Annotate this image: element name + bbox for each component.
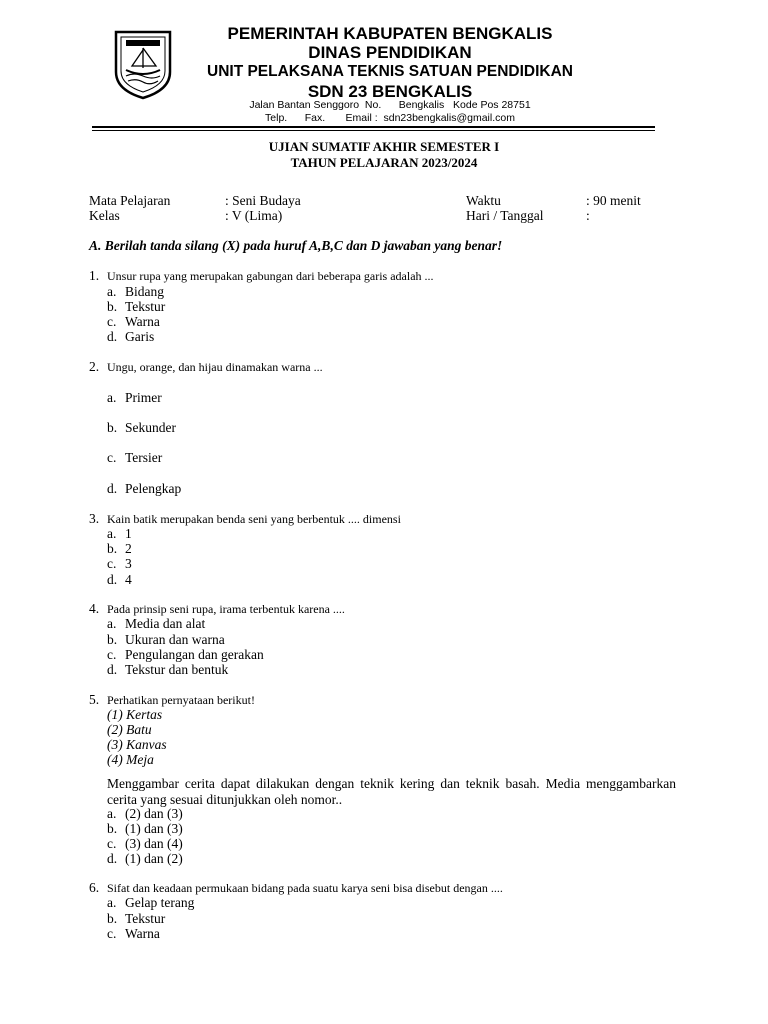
answer-option (107, 299, 165, 315)
subject-value: : Seni Budaya (225, 193, 301, 208)
time-value: : 90 menit (586, 193, 641, 208)
option-letter: c. (107, 647, 117, 662)
answer-option (107, 926, 160, 942)
question-text: Unsur rupa yang merupakan gabungan dari beberapa garis adalah ... (107, 269, 434, 283)
option-letter: a. (107, 390, 117, 405)
day-label: Hari / Tanggal (466, 208, 544, 223)
option-text: Tekstur dan bentuk (125, 662, 229, 677)
exam-title: UJIAN SUMATIF AKHIR SEMESTER I (268, 139, 500, 154)
answer-option (107, 314, 160, 330)
answer-option (107, 806, 183, 822)
option-text: Pelengkap (125, 481, 182, 496)
question-number: 6. (89, 880, 100, 895)
option-text: (3) dan (4) (125, 836, 183, 851)
header-government: PEMERINTAH KABUPATEN BENGKALIS (227, 24, 553, 43)
option-text: 2 (125, 541, 132, 556)
answer-option (107, 616, 205, 632)
question-number: 3. (89, 511, 100, 526)
header-unit: UNIT PELAKSANA TEKNIS SATUAN PENDIDIKAN (207, 63, 573, 80)
option-letter: d. (107, 329, 118, 344)
option-text: Gelap terang (125, 895, 195, 910)
option-text: (2) dan (3) (125, 806, 183, 821)
option-letter: b. (107, 632, 118, 647)
answer-option (107, 329, 154, 345)
regency-logo (112, 28, 174, 100)
answer-option (107, 481, 181, 497)
option-letter: a. (107, 806, 117, 821)
answer-option (107, 895, 194, 911)
answer-option (107, 572, 132, 588)
option-text: Garis (125, 329, 155, 344)
question-text: Perhatikan pernyataan berikut! (107, 693, 255, 707)
option-text: Media dan alat (125, 616, 206, 631)
question-text: Pada prinsip seni rupa, irama terbentuk karena .... (107, 602, 345, 616)
statement-item: (1) Kertas (107, 707, 163, 722)
option-letter: c. (107, 314, 117, 329)
option-text: Sekunder (125, 420, 176, 435)
answer-option (107, 284, 164, 300)
answer-option (107, 450, 162, 466)
option-text: Tekstur (125, 911, 166, 926)
option-letter: b. (107, 541, 118, 556)
option-letter: d. (107, 851, 118, 866)
header-divider-thick (92, 126, 655, 128)
option-text: Pengulangan dan gerakan (125, 647, 264, 662)
option-text: Ukuran dan warna (125, 632, 225, 647)
option-letter: a. (107, 616, 117, 631)
option-letter: b. (107, 821, 118, 836)
question-text: Ungu, orange, dan hijau dinamakan warna ... (107, 360, 323, 374)
option-letter: d. (107, 662, 118, 677)
class-value: : V (Lima) (225, 208, 283, 223)
answer-option (107, 821, 183, 837)
answer-option (107, 541, 132, 557)
question-text: Kain batik merupakan benda seni yang berbentuk .... dimensi (107, 512, 401, 526)
option-text: Primer (125, 390, 162, 405)
answer-option (107, 836, 183, 852)
option-text: Tersier (125, 450, 163, 465)
answer-option (107, 851, 183, 867)
question-number: 4. (89, 601, 100, 616)
option-text: 1 (125, 526, 132, 541)
option-letter: c. (107, 926, 117, 941)
header-school: SDN 23 BENGKALIS (307, 82, 473, 101)
question-paragraph: Menggambar cerita dapat dilakukan dengan teknik kering dan teknik basah. Media menggambarkan cerita yang sesuai ditunjukkan oleh nomor.. (107, 776, 676, 807)
option-text: 3 (125, 556, 132, 571)
header-department: DINAS PENDIDIKAN (308, 43, 472, 62)
option-text: Bidang (125, 284, 164, 299)
option-text: Tekstur (125, 299, 166, 314)
option-letter: b. (107, 299, 118, 314)
subject-label: Mata Pelajaran (89, 193, 171, 208)
option-text: 4 (125, 572, 132, 587)
instruction-text: A. Berilah tanda silang (X) pada huruf A,B,C dan D jawaban yang benar! (89, 238, 503, 253)
statement-item: (2) Batu (107, 722, 152, 737)
answer-option (107, 647, 264, 663)
option-letter: d. (107, 572, 118, 587)
answer-option (107, 911, 165, 927)
option-letter: c. (107, 836, 117, 851)
question-text: Sifat dan keadaan permukaan bidang pada suatu karya seni bisa disebut dengan .... (107, 881, 503, 895)
option-text: (1) dan (3) (125, 821, 183, 836)
question-number: 5. (89, 692, 100, 707)
option-letter: a. (107, 895, 117, 910)
answer-option (107, 556, 132, 572)
statement-item: (4) Meja (107, 752, 154, 767)
question-number: 1. (89, 268, 100, 283)
option-letter: c. (107, 556, 117, 571)
option-letter: c. (107, 450, 117, 465)
statement-item: (3) Kanvas (107, 737, 167, 752)
option-letter: b. (107, 911, 118, 926)
answer-option (107, 420, 176, 436)
option-letter: a. (107, 284, 117, 299)
option-letter: a. (107, 526, 117, 541)
exam-year: TAHUN PELAJARAN 2023/2024 (290, 155, 478, 170)
time-label: Waktu (466, 193, 501, 208)
answer-option (107, 662, 228, 678)
option-text: Warna (125, 314, 160, 329)
answer-option (107, 632, 225, 648)
option-letter: d. (107, 481, 118, 496)
class-label: Kelas (89, 208, 120, 223)
option-text: Warna (125, 926, 160, 941)
option-letter: b. (107, 420, 118, 435)
answer-option (107, 390, 162, 406)
header-address: Jalan Bantan Senggoro No. Bengkalis Kode Pos 28751 (249, 99, 531, 111)
answer-option (107, 526, 132, 542)
header-contact: Telp. Fax. Email : sdn23bengkalis@gmail.com (265, 112, 515, 124)
day-value: : (586, 208, 590, 223)
header-divider-thin (92, 130, 655, 131)
question-number: 2. (89, 359, 100, 374)
option-text: (1) dan (2) (125, 851, 183, 866)
